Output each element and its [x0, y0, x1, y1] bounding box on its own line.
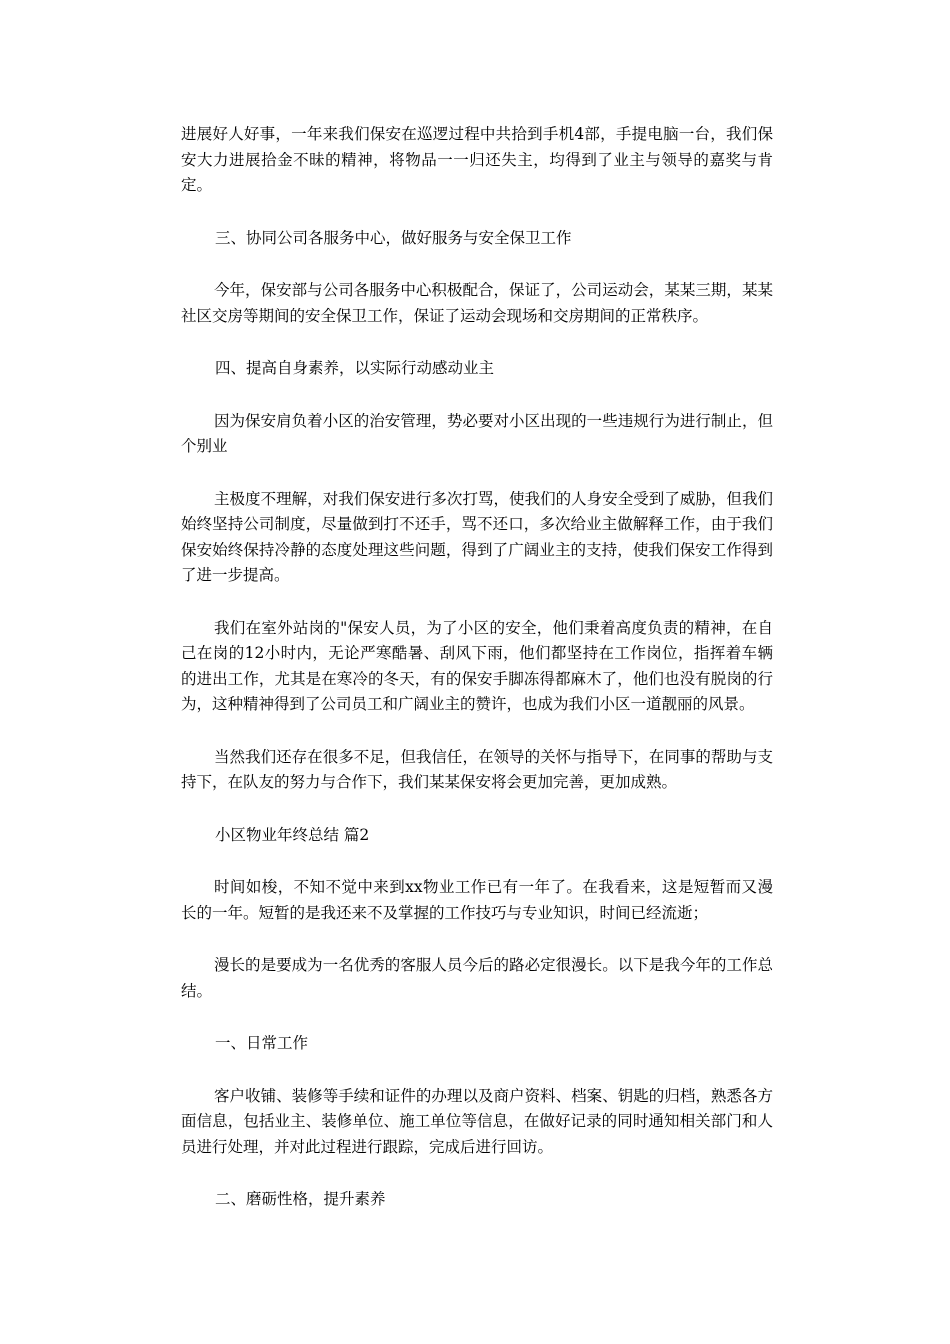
section-heading-character: 二、磨砺性格，提升素养: [215, 1190, 386, 1208]
section-heading-three: 三、协同公司各服务中心，做好服务与安全保卫工作: [215, 228, 572, 247]
section-heading-daily-work: 一、日常工作: [215, 1034, 309, 1052]
paragraph-security-management: 因为保安肩负着小区的治安管理，势必要对小区出现的一些违规行为进行制止，但个别业: [181, 411, 773, 455]
paragraph-time-flies: 时间如梭，不知不觉中来到xx物业工作已有一年了。在我看来，这是短暂而又漫长的一年。短暂的是我还来不及掌握的工作技巧与专业知识，时间已经流逝；: [181, 878, 773, 922]
paragraph-outdoor-guards: 我们在室外站岗的"保安人员，为了小区的安全，他们秉着高度负责的精神，在自己在岗的12小时内，无论严寒酷暑、刮风下雨，他们都坚持在工作岗位，指挥着车辆的进出工作，尤其是在寒冷的冬天，有的保安手脚冻得都麻木了，他们也没有脱岗的行为，这种精神得到了公司员工和广阔业主的赞许，也成为我们小区一道靓丽的风景。: [181, 618, 773, 713]
paragraph-good-deeds: 进展好人好事，一年来我们保安在巡逻过程中共拾到手机4部，手提电脑一台，我们保安大力进展拾金不昧的精神，将物品一一归还失主，均得到了业主与领导的嘉奖与肯定。: [181, 125, 773, 194]
paragraph-owner-misunderstanding: 主极度不理解，对我们保安进行多次打骂，使我们的人身安全受到了威胁，但我们始终坚持公司制度，尽量做到打不还手，骂不还口，多次给业主做解释工作，由于我们保安始终保持冷静的态度处理这些问题，得到了广阔业主的支持，使我们保安工作得到了进一步提高。: [181, 489, 773, 584]
paragraph-cooperation: 今年，保安部与公司各服务中心积极配合，保证了，公司运动会，某某三期，某某社区交房等期间的安全保卫工作，保证了运动会现场和交房期间的正常秩序。: [181, 281, 773, 325]
paragraph-shortcomings: 当然我们还存在很多不足，但我信任，在领导的关怀与指导下，在同事的帮助与支持下，在队友的努力与合作下，我们某某保安将会更加完善，更加成熟。: [181, 747, 773, 791]
article-title-part-2: 小区物业年终总结 篇2: [215, 825, 370, 844]
paragraph-long-road: 漫长的是要成为一名优秀的客服人员今后的路必定很漫长。以下是我今年的工作总结。: [181, 956, 773, 1000]
paragraph-daily-work-details: 客户收铺、装修等手续和证件的办理以及商户资料、档案、钥匙的归档，熟悉各方面信息，包括业主、装修单位、施工单位等信息，在做好记录的同时通知相关部门和人员进行处理，并对此过程进行跟踪，完成后进行回访。: [181, 1086, 773, 1156]
document-body: [181, 122, 773, 1240]
section-heading-four: 四、提高自身素养，以实际行动感动业主: [215, 359, 495, 377]
